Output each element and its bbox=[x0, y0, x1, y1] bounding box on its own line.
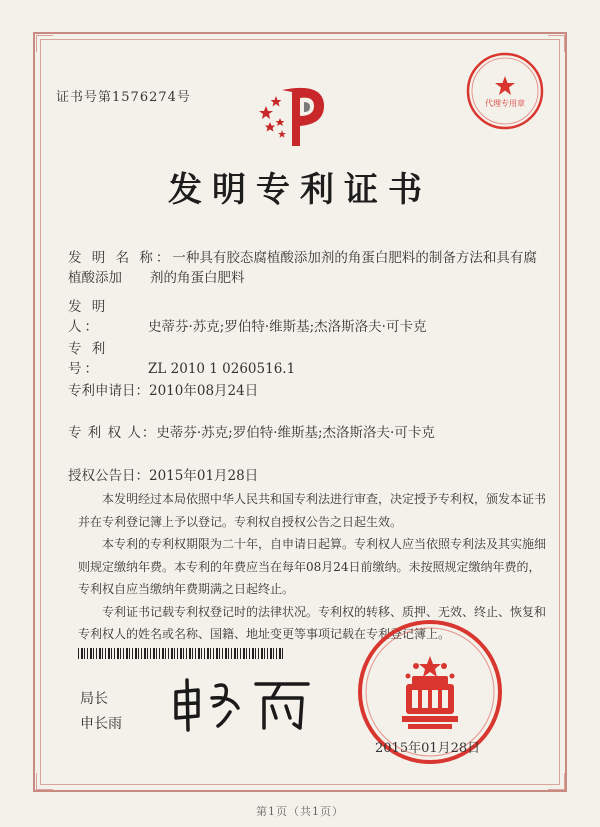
director-title: 局长 bbox=[80, 691, 108, 707]
patentee-row bbox=[68, 423, 435, 443]
svg-text:代理专用章: 代理专用章 bbox=[485, 99, 525, 108]
filing-date-row bbox=[68, 381, 258, 401]
legal-paragraph: 本专利的专利权期限为二十年，自申请日起算。专利权人应当依照专利法及其实施细则规定缴纳年费。本专利的年费应当在每年08月24日前缴纳。未按照规定缴纳年费的，专利权自应当缴纳年费期满之日起终止。 bbox=[78, 537, 547, 596]
patent-office-logo-icon bbox=[252, 72, 352, 152]
invention-name-line1: 一种具有胶态腐植酸添加剂的角蛋白肥料的制备方法和具有腐植酸添加 bbox=[68, 250, 537, 286]
handwritten-signature-icon bbox=[168, 676, 318, 732]
patent-number-row bbox=[68, 339, 295, 379]
announce-date-label: 授权公告日： bbox=[68, 468, 149, 484]
patent-number-label: 专 利 号： bbox=[68, 341, 109, 377]
inventor-value: 史蒂芬·苏克;罗伯特·维斯基;杰洛斯洛夫·可卡克 bbox=[148, 319, 427, 335]
filing-date-label: 专利申请日： bbox=[68, 383, 149, 399]
corner-ornament bbox=[548, 773, 565, 790]
page-number: 第1页（共1页） bbox=[256, 805, 344, 818]
announce-date-row bbox=[68, 466, 258, 486]
inventor-row bbox=[68, 297, 426, 337]
director-name: 申长雨 bbox=[80, 716, 122, 732]
corner-ornament bbox=[36, 773, 53, 790]
inventor-label: 发 明 人： bbox=[68, 299, 109, 335]
legal-paragraph: 本发明经过本局依照中华人民共和国专利法进行审查，决定授予专利权，颁发本证书并在专利登记簿上予以登记。专利权自授权公告之日起生效。 bbox=[78, 492, 547, 529]
page-title: 发明专利证书 bbox=[168, 170, 432, 210]
announce-date-value: 2015年01月28日 bbox=[149, 468, 259, 484]
filing-date-value: 2010年08月24日 bbox=[149, 383, 259, 399]
corner-ornament bbox=[548, 35, 565, 52]
legal-paragraph: 专利证书记载专利权登记时的法律状况。专利权的转移、质押、无效、终止、恢复和专利权人的姓名或名称、国籍、地址变更等事项记载在专利登记簿上。 bbox=[78, 604, 547, 641]
agency-seal-icon bbox=[464, 50, 546, 132]
patentee-value: 史蒂芬·苏克;罗伯特·维斯基;杰洛斯洛夫·可卡克 bbox=[156, 425, 435, 441]
grant-date: 2015年01月28日 bbox=[375, 741, 481, 756]
barcode bbox=[78, 648, 284, 659]
invention-name-label: 发 明 名 称： bbox=[68, 250, 173, 266]
corner-ornament bbox=[36, 35, 53, 52]
patent-number-value: ZL 2010 1 0260516.1 bbox=[148, 361, 296, 377]
patentee-label: 专 利 权 人： bbox=[68, 425, 157, 441]
invention-name-line2: 剂的角蛋白肥料 bbox=[150, 270, 245, 286]
certificate-number: 证书号第1576274号 bbox=[56, 90, 191, 105]
invention-name-row bbox=[68, 248, 548, 288]
invention-name-row-2 bbox=[150, 268, 245, 288]
